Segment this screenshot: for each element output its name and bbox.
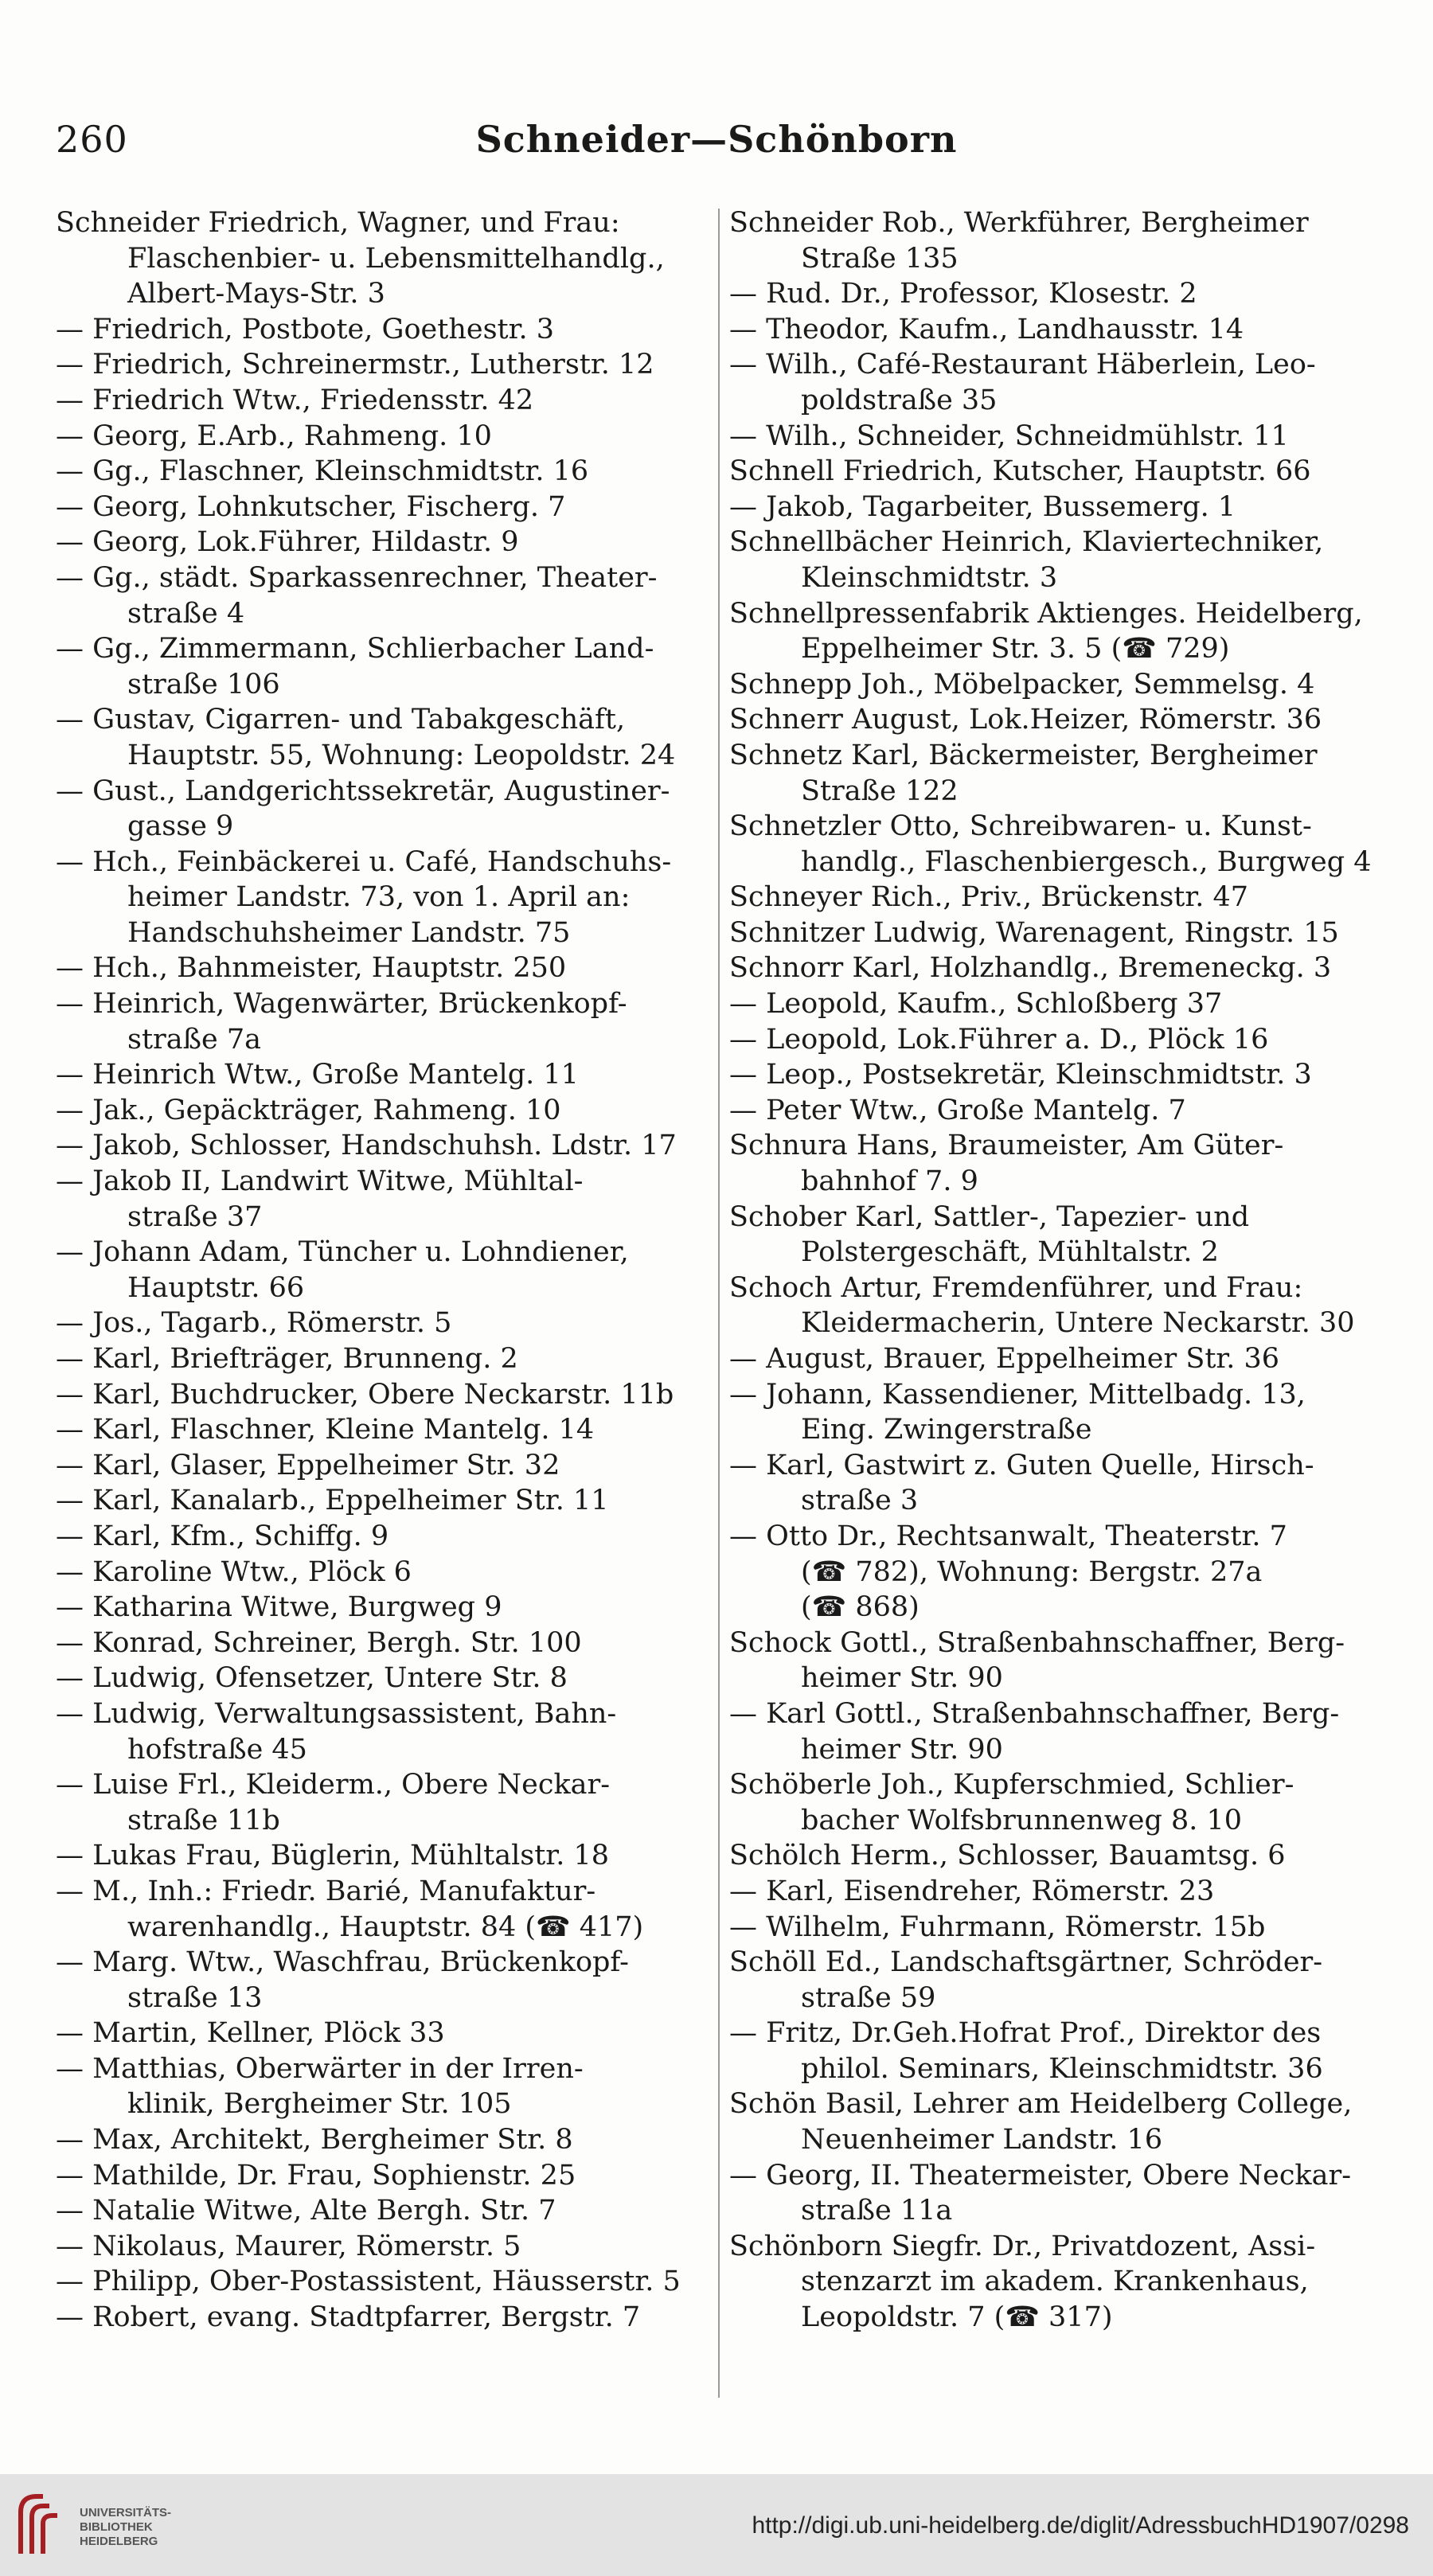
directory-entry-continuation: straße 13: [127, 1981, 263, 2014]
directory-entry: Schnetzler Otto, Schreibwaren- u. Kunst-: [729, 810, 1312, 843]
directory-entry-continuation: straße 4: [127, 597, 245, 630]
directory-entry-continuation: handlg., Flaschenbiergesch., Burgweg 4: [801, 845, 1372, 878]
directory-entry: Schnura Hans, Braumeister, Am Güter-: [729, 1130, 1284, 1162]
directory-entry: — Jakob, Schlosser, Handschuhsh. Ldstr. 17: [56, 1130, 677, 1162]
directory-entry: — Konrad, Schreiner, Bergh. Str. 100: [56, 1626, 582, 1659]
directory-entry-continuation: warenhandlg., Hauptstr. 84 (☎ 417): [127, 1911, 644, 1943]
directory-entry-continuation: Hauptstr. 55, Wohnung: Leopoldstr. 24: [127, 739, 676, 771]
directory-entry: — Gg., städt. Sparkassenrechner, Theater-: [56, 561, 658, 594]
directory-entry: — Otto Dr., Rechtsanwalt, Theaterstr. 7: [729, 1520, 1287, 1552]
directory-entry: — Hch., Feinbäckerei u. Café, Handschuhs-: [56, 845, 672, 878]
directory-entry: — Luise Frl., Kleiderm., Obere Neckar-: [56, 1769, 611, 1801]
directory-entry-continuation: straße 59: [801, 1981, 936, 2014]
directory-entry: — Friedrich, Schreinermstr., Lutherstr. 12: [56, 349, 654, 381]
directory-entry-continuation: Leopoldstr. 7 (☎ 317): [801, 2301, 1113, 2334]
directory-entry: — Georg, Lohnkutscher, Fischerg. 7: [56, 490, 566, 523]
directory-entry-continuation: bahnhof 7. 9: [801, 1165, 978, 1198]
university-logo-icon: [14, 2488, 70, 2560]
directory-entry: — Karl, Buchdrucker, Obere Neckarstr. 11b: [56, 1378, 674, 1411]
directory-entry-continuation: straße 3: [801, 1485, 919, 1517]
directory-entry-continuation: gasse 9: [127, 810, 234, 843]
directory-entry: — Leop., Postsekretär, Kleinschmidtstr. 3: [729, 1059, 1312, 1091]
directory-entry: — Lukas Frau, Büglerin, Mühltalstr. 18: [56, 1840, 609, 1872]
directory-entry-continuation: philol. Seminars, Kleinschmidtstr. 36: [801, 2052, 1323, 2085]
directory-entry: — Hch., Bahnmeister, Hauptstr. 250: [56, 952, 567, 985]
source-url-link[interactable]: http://digi.ub.uni-heidelberg.de/diglit/AdressbuchHD1907/0298: [752, 2512, 1409, 2539]
directory-entry: — Karl, Flaschner, Kleine Mantelg. 14: [56, 1414, 595, 1446]
directory-entry-continuation: straße 11b: [127, 1804, 280, 1836]
directory-entry: — Karl, Gastwirt z. Guten Quelle, Hirsch-: [729, 1449, 1314, 1481]
directory-entry-continuation: Straße 135: [801, 242, 959, 275]
directory-entry: Schnitzer Ludwig, Warenagent, Ringstr. 15: [729, 916, 1339, 949]
directory-entry-continuation: stenzarzt im akadem. Krankenhaus,: [801, 2266, 1309, 2298]
directory-entry-continuation: (☎ 782), Wohnung: Bergstr. 27a: [801, 1555, 1263, 1588]
directory-entry: — Martin, Kellner, Plöck 33: [56, 2017, 445, 2050]
directory-entry-continuation: klinik, Bergheimer Str. 105: [127, 2088, 512, 2121]
directory-entry: — Leopold, Kaufm., Schloßberg 37: [729, 988, 1223, 1021]
directory-entry: Schöll Ed., Landschaftsgärtner, Schröder-: [729, 1946, 1323, 1979]
directory-entry: — August, Brauer, Eppelheimer Str. 36: [729, 1343, 1280, 1375]
directory-entry: — Jak., Gepäckträger, Rahmeng. 10: [56, 1094, 561, 1126]
directory-entry-continuation: bacher Wolfsbrunnenweg 8. 10: [801, 1804, 1243, 1836]
directory-entry: Schönborn Siegfr. Dr., Privatdozent, Assi-: [729, 2230, 1316, 2262]
page-number: 260: [56, 118, 128, 161]
directory-entry: Schnellbächer Heinrich, Klaviertechniker,: [729, 526, 1324, 559]
directory-entry: — Robert, evang. Stadtpfarrer, Bergstr. 7: [56, 2301, 641, 2334]
directory-entry: — Katharina Witwe, Burgweg 9: [56, 1591, 502, 1624]
directory-entry-continuation: (☎ 868): [801, 1591, 920, 1624]
running-title: Schneider—Schönborn: [475, 118, 958, 161]
library-line: HEIDELBERG: [80, 2535, 158, 2548]
directory-entry: — Theodor, Kaufm., Landhausstr. 14: [729, 313, 1244, 345]
footer-bar: [0, 2474, 1433, 2576]
library-line: BIBLIOTHEK: [80, 2520, 153, 2534]
directory-entry: Schnerr August, Lok.Heizer, Römerstr. 36: [729, 704, 1322, 736]
library-line: UNIVERSITÄTS-: [80, 2506, 172, 2519]
directory-entry: — Karl Gottl., Straßenbahnschaffner, Berg-: [729, 1697, 1340, 1730]
directory-entry: Schnetz Karl, Bäckermeister, Bergheimer: [729, 739, 1318, 771]
directory-entry: Schneider Friedrich, Wagner, und Frau:: [56, 207, 620, 239]
directory-entry-continuation: heimer Landstr. 73, von 1. April an:: [127, 881, 631, 914]
directory-entry-continuation: straße 7a: [127, 1023, 261, 1056]
directory-entry: — Johann, Kassendiener, Mittelbadg. 13,: [729, 1378, 1306, 1411]
directory-entry: — Heinrich Wtw., Große Mantelg. 11: [56, 1059, 579, 1091]
directory-entry: Schön Basil, Lehrer am Heidelberg College,: [729, 2088, 1353, 2121]
library-name: [80, 2506, 171, 2549]
directory-entry-continuation: Polstergeschäft, Mühltalstr. 2: [801, 1236, 1219, 1269]
directory-entry-continuation: poldstraße 35: [801, 384, 998, 416]
directory-entry: — Gg., Zimmermann, Schlierbacher Land-: [56, 633, 654, 665]
directory-entry: — Peter Wtw., Große Mantelg. 7: [729, 1094, 1186, 1126]
directory-entry: — Leopold, Lok.Führer a. D., Plöck 16: [729, 1023, 1269, 1056]
directory-entry: — Karl, Kfm., Schiffg. 9: [56, 1520, 389, 1552]
directory-entry: — Wilh., Schneider, Schneidmühlstr. 11: [729, 420, 1289, 452]
directory-entry: Schnell Friedrich, Kutscher, Hauptstr. 66: [729, 455, 1311, 488]
directory-entry: — Georg, Lok.Führer, Hildastr. 9: [56, 526, 519, 559]
directory-entry: — Wilhelm, Fuhrmann, Römerstr. 15b: [729, 1911, 1266, 1943]
directory-entry: — Gg., Flaschner, Kleinschmidtstr. 16: [56, 455, 589, 488]
directory-entry: — Jos., Tagarb., Römerstr. 5: [56, 1307, 452, 1340]
directory-entry: Schnepp Joh., Möbelpacker, Semmelsg. 4: [729, 668, 1315, 701]
right-column: [729, 205, 1384, 2336]
directory-entry-continuation: Hauptstr. 66: [127, 1271, 305, 1304]
directory-entry: — Karoline Wtw., Plöck 6: [56, 1555, 412, 1588]
directory-entry-continuation: straße 106: [127, 668, 280, 701]
directory-entry-continuation: Kleidermacherin, Untere Neckarstr. 30: [801, 1307, 1355, 1340]
directory-entry: Schoch Artur, Fremdenführer, und Frau:: [729, 1271, 1303, 1304]
directory-entry: Schock Gottl., Straßenbahnschaffner, Berg-: [729, 1626, 1345, 1659]
directory-entry-continuation: hofstraße 45: [127, 1733, 307, 1766]
directory-entry: Schnorr Karl, Holzhandlg., Bremeneckg. 3: [729, 952, 1332, 985]
directory-entry: — M., Inh.: Friedr. Barié, Manufaktur-: [56, 1875, 596, 1907]
directory-entry: — Jakob, Tagarbeiter, Bussemerg. 1: [729, 490, 1236, 523]
page-header: [0, 118, 1433, 174]
directory-entry: — Karl, Briefträger, Brunneng. 2: [56, 1343, 518, 1375]
directory-entry-continuation: heimer Str. 90: [801, 1733, 1003, 1766]
directory-entry: — Ludwig, Verwaltungsassistent, Bahn-: [56, 1697, 617, 1730]
directory-entry-continuation: Flaschenbier- u. Lebensmittelhandlg.,: [127, 242, 665, 275]
directory-entry: — Friedrich, Postbote, Goethestr. 3: [56, 313, 555, 345]
directory-entry: — Jakob II, Landwirt Witwe, Mühltal-: [56, 1165, 584, 1198]
directory-entry-continuation: Eppelheimer Str. 3. 5 (☎ 729): [801, 633, 1230, 665]
directory-entry: Schöberle Joh., Kupferschmied, Schlier-: [729, 1769, 1294, 1801]
directory-entry: Schneider Rob., Werkführer, Bergheimer: [729, 207, 1309, 239]
directory-entry: — Rud. Dr., Professor, Klosestr. 2: [729, 278, 1197, 310]
directory-entry-continuation: Neuenheimer Landstr. 16: [801, 2124, 1163, 2156]
column-divider: [718, 209, 720, 2398]
directory-entry-continuation: straße 11a: [801, 2195, 953, 2227]
directory-entry: — Georg, II. Theatermeister, Obere Neckar-: [729, 2159, 1352, 2192]
directory-entry-continuation: Straße 122: [801, 775, 959, 807]
left-column: [56, 205, 709, 2336]
directory-entry: — Karl, Eisendreher, Römerstr. 23: [729, 1875, 1215, 1907]
directory-entry: — Gustav, Cigarren- und Tabakgeschäft,: [56, 704, 626, 736]
directory-entry: Schölch Herm., Schlosser, Bauamtsg. 6: [729, 1840, 1286, 1872]
directory-entry: — Mathilde, Dr. Frau, Sophienstr. 25: [56, 2159, 576, 2192]
directory-entry: — Georg, E.Arb., Rahmeng. 10: [56, 420, 492, 452]
directory-entry-continuation: Albert-Mays-Str. 3: [127, 278, 385, 310]
directory-entry-continuation: Eing. Zwingerstraße: [801, 1414, 1092, 1446]
directory-entry: — Natalie Witwe, Alte Bergh. Str. 7: [56, 2195, 556, 2227]
directory-entry-continuation: heimer Str. 90: [801, 1662, 1003, 1695]
directory-entry: — Gust., Landgerichtssekretär, Augustiner-: [56, 775, 670, 807]
directory-entry-continuation: Kleinschmidtstr. 3: [801, 561, 1058, 594]
directory-entry-continuation: straße 37: [127, 1200, 263, 1233]
directory-entry: Schnellpressenfabrik Aktienges. Heidelberg,: [729, 597, 1363, 630]
directory-entry: — Wilh., Café-Restaurant Häberlein, Leo-: [729, 349, 1316, 381]
directory-entry: — Friedrich Wtw., Friedensstr. 42: [56, 384, 534, 416]
directory-entry-continuation: Handschuhsheimer Landstr. 75: [127, 916, 571, 949]
directory-entry: — Ludwig, Ofensetzer, Untere Str. 8: [56, 1662, 568, 1695]
directory-entry: — Marg. Wtw., Waschfrau, Brückenkopf-: [56, 1946, 629, 1979]
directory-entry: — Karl, Glaser, Eppelheimer Str. 32: [56, 1449, 560, 1481]
directory-entry: — Philipp, Ober-Postassistent, Häusserstr. 5: [56, 2266, 681, 2298]
directory-entry: — Nikolaus, Maurer, Römerstr. 5: [56, 2230, 521, 2262]
directory-entry: Schober Karl, Sattler-, Tapezier- und: [729, 1200, 1250, 1233]
directory-entry: — Johann Adam, Tüncher u. Lohndiener,: [56, 1236, 629, 1269]
directory-entry: — Heinrich, Wagenwärter, Brückenkopf-: [56, 988, 627, 1021]
directory-entry: — Karl, Kanalarb., Eppelheimer Str. 11: [56, 1485, 609, 1517]
directory-entry: — Max, Architekt, Bergheimer Str. 8: [56, 2124, 573, 2156]
directory-entry: Schneyer Rich., Priv., Brückenstr. 47: [729, 881, 1249, 914]
directory-entry: — Matthias, Oberwärter in der Irren-: [56, 2052, 584, 2085]
directory-entry: — Fritz, Dr.Geh.Hofrat Prof., Direktor des: [729, 2017, 1322, 2050]
